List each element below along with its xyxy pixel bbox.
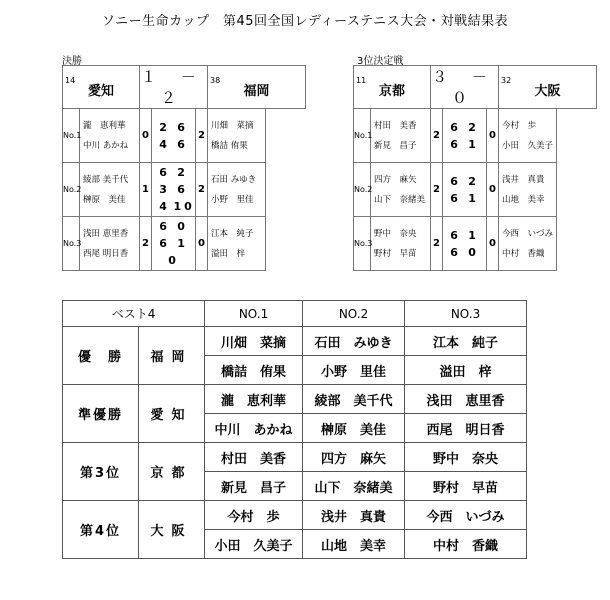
no3-header: NO.3 bbox=[405, 301, 527, 327]
game-score: 6 bbox=[450, 174, 461, 188]
left-pair bbox=[371, 163, 431, 217]
game-score: 6 bbox=[450, 245, 461, 259]
left-pair bbox=[80, 109, 140, 163]
player-name: 小野 里佳 bbox=[211, 194, 254, 205]
player-name: 村田 美香 bbox=[374, 120, 417, 131]
left-pair bbox=[80, 163, 140, 217]
left-games bbox=[156, 218, 174, 252]
third-score: ３ － ０ bbox=[431, 66, 499, 109]
game-score: 6 bbox=[450, 120, 461, 134]
player-name: 橋詰 侑果 bbox=[211, 140, 248, 151]
prefecture: 大阪 bbox=[139, 501, 205, 559]
right-sets-won: 0 bbox=[487, 217, 499, 271]
right-games bbox=[174, 119, 192, 153]
game-scores bbox=[443, 163, 487, 217]
player-name: 山地 美幸 bbox=[303, 530, 405, 559]
right-sets-won: 0 bbox=[196, 217, 208, 271]
player-name: 山地 美幸 bbox=[502, 194, 545, 205]
game-score: 6 bbox=[177, 137, 188, 151]
game-score: 0 bbox=[177, 219, 188, 233]
game-scores bbox=[443, 109, 487, 163]
game-score: 1 bbox=[468, 228, 479, 242]
right-sets-won: 0 bbox=[487, 109, 499, 163]
prefecture: 京都 bbox=[139, 443, 205, 501]
right-games bbox=[465, 227, 483, 261]
pair-number: No.2 bbox=[63, 163, 80, 217]
player-name: 川畑 菜摘 bbox=[205, 327, 303, 356]
player-name: 浅井 真貴 bbox=[502, 174, 545, 185]
player-name: 小田 久美子 bbox=[205, 530, 303, 559]
left-pair bbox=[80, 217, 140, 271]
left-sets-won: 2 bbox=[431, 109, 443, 163]
third-right-team-cell bbox=[499, 66, 597, 109]
third-place-label: 3位決定戦 bbox=[357, 56, 404, 67]
player-name: 榊原 美佳 bbox=[83, 194, 126, 205]
right-pair bbox=[208, 217, 266, 271]
right-pair bbox=[499, 109, 557, 163]
right-pair bbox=[499, 163, 557, 217]
player-name: 橋詰 侑果 bbox=[205, 356, 303, 385]
right-games bbox=[174, 218, 192, 252]
extra-games bbox=[165, 252, 183, 269]
player-name: 西尾 明日香 bbox=[83, 248, 129, 259]
third-left-team-cell bbox=[354, 66, 431, 109]
final-score: １ － ２ bbox=[140, 66, 208, 109]
player-name: 溢田 梓 bbox=[405, 356, 527, 385]
player-name: 川畑 菜摘 bbox=[211, 120, 254, 131]
third-left-seed: 11 bbox=[356, 75, 367, 85]
match-row bbox=[63, 109, 306, 163]
player-name: 小野 里佳 bbox=[303, 356, 405, 385]
right-games bbox=[173, 164, 195, 215]
left-sets-won: 1 bbox=[140, 163, 152, 217]
best4-summary-table bbox=[62, 300, 527, 559]
player-name: 石田 みゆき bbox=[303, 327, 405, 356]
player-name: 今西 いづみ bbox=[405, 501, 527, 530]
player-name: 浅井 真貴 bbox=[303, 501, 405, 530]
player-name: 今村 歩 bbox=[502, 120, 537, 131]
left-sets-won: 2 bbox=[431, 163, 443, 217]
match-row bbox=[354, 217, 597, 271]
match-row bbox=[354, 109, 597, 163]
player-name: 村田 美香 bbox=[205, 443, 303, 472]
right-games bbox=[465, 173, 483, 207]
final-right-team: 福岡 bbox=[243, 83, 270, 99]
no2-header: NO.2 bbox=[303, 301, 405, 327]
left-games bbox=[156, 164, 174, 215]
rank-label: 優 勝 bbox=[63, 327, 139, 385]
left-games bbox=[447, 173, 465, 207]
player-name: 中川 あかね bbox=[205, 414, 303, 443]
right-pair bbox=[208, 163, 266, 217]
final-match-table bbox=[62, 65, 306, 271]
player-name: 江本 純子 bbox=[405, 327, 527, 356]
player-name: 小田 久美子 bbox=[502, 140, 554, 151]
right-games bbox=[465, 119, 483, 153]
player-name: 野中 奈央 bbox=[374, 228, 417, 239]
match-row bbox=[354, 163, 597, 217]
left-sets-won: 2 bbox=[431, 217, 443, 271]
player-name: 四方 麻矢 bbox=[303, 443, 405, 472]
player-name: 溢田 梓 bbox=[211, 248, 246, 259]
player-name: 野村 早苗 bbox=[374, 248, 417, 259]
player-name: 野村 早苗 bbox=[405, 472, 527, 501]
summary-row bbox=[63, 443, 527, 472]
player-name: 浅田 恵里香 bbox=[83, 228, 129, 239]
right-pair bbox=[208, 109, 266, 163]
rank-label: 第4位 bbox=[63, 501, 139, 559]
player-name: 西尾 明日香 bbox=[405, 414, 527, 443]
right-pair bbox=[499, 217, 557, 271]
game-score: 2 bbox=[468, 174, 479, 188]
game-score: 3 bbox=[159, 183, 170, 196]
player-name: 野中 奈央 bbox=[405, 443, 527, 472]
third-right-team: 大阪 bbox=[534, 83, 561, 99]
left-pair bbox=[371, 109, 431, 163]
pair-number: No.3 bbox=[354, 217, 371, 271]
game-scores bbox=[152, 109, 196, 163]
best4-header: ベスト4 bbox=[63, 301, 205, 327]
player-name: 石田 みゆき bbox=[211, 174, 257, 185]
game-scores bbox=[152, 217, 196, 271]
summary-row bbox=[63, 385, 527, 414]
game-score: 10 bbox=[173, 200, 195, 213]
left-games bbox=[156, 119, 174, 153]
left-sets-won: 0 bbox=[140, 109, 152, 163]
no1-header: NO.1 bbox=[205, 301, 303, 327]
match-row bbox=[63, 217, 306, 271]
pair-number: No.3 bbox=[63, 217, 80, 271]
third-right-seed: 32 bbox=[501, 75, 512, 85]
game-score: 0 bbox=[468, 245, 479, 259]
final-label: 決勝 bbox=[62, 56, 82, 67]
game-score: 2 bbox=[177, 166, 188, 179]
match-row bbox=[63, 163, 306, 217]
player-name: 今村 歩 bbox=[205, 501, 303, 530]
prefecture: 福岡 bbox=[139, 327, 205, 385]
game-scores bbox=[443, 217, 487, 271]
pair-number: No.1 bbox=[63, 109, 80, 163]
player-name: 新見 昌子 bbox=[205, 472, 303, 501]
rank-label: 準優勝 bbox=[63, 385, 139, 443]
left-games bbox=[447, 119, 465, 153]
right-sets-won: 2 bbox=[196, 163, 208, 217]
player-name: 中村 香織 bbox=[502, 248, 545, 259]
game-score: 1 bbox=[468, 191, 479, 205]
player-name: 江本 純子 bbox=[211, 228, 254, 239]
player-name: 綾部 美千代 bbox=[83, 174, 129, 185]
game-score: 2 bbox=[468, 120, 479, 134]
game-score: 4 bbox=[159, 137, 170, 151]
game-score: 4 bbox=[159, 200, 170, 213]
player-name: 榊原 美佳 bbox=[303, 414, 405, 443]
third-place-match-table bbox=[353, 65, 597, 271]
player-name: 四方 麻矢 bbox=[374, 174, 417, 185]
player-name: 中村 香織 bbox=[405, 530, 527, 559]
prefecture: 愛知 bbox=[139, 385, 205, 443]
left-pair bbox=[371, 217, 431, 271]
game-score: 6 bbox=[159, 166, 170, 179]
final-right-team-cell bbox=[208, 66, 306, 109]
pair-number: No.2 bbox=[354, 163, 371, 217]
game-score: 1 bbox=[177, 236, 188, 250]
game-score: 1 bbox=[468, 137, 479, 151]
player-name: 綾部 美千代 bbox=[303, 385, 405, 414]
player-name: 今西 いづみ bbox=[502, 228, 554, 239]
game-score: 6 bbox=[450, 228, 461, 242]
game-score: 6 bbox=[159, 219, 170, 233]
right-sets-won: 0 bbox=[487, 163, 499, 217]
game-score: 6 bbox=[450, 137, 461, 151]
right-sets-won: 2 bbox=[196, 109, 208, 163]
player-name: 中川 あかね bbox=[83, 140, 129, 151]
rank-label: 第3位 bbox=[63, 443, 139, 501]
game-score: 6 bbox=[177, 183, 188, 196]
final-left-team-cell bbox=[63, 66, 140, 109]
player-name: 浅田 恵里香 bbox=[405, 385, 527, 414]
third-left-team: 京都 bbox=[379, 83, 406, 99]
left-games bbox=[447, 227, 465, 261]
summary-row bbox=[63, 501, 527, 530]
player-name: 山下 奈緒美 bbox=[374, 194, 426, 205]
player-name: 瀧 恵利華 bbox=[83, 120, 126, 131]
player-name: 新見 昌子 bbox=[374, 140, 417, 151]
summary-row bbox=[63, 327, 527, 356]
game-score: 6 bbox=[177, 120, 188, 134]
pair-number: No.1 bbox=[354, 109, 371, 163]
final-left-team: 愛知 bbox=[88, 83, 115, 99]
game-score: 2 bbox=[159, 120, 170, 134]
game-score: 6 bbox=[159, 236, 170, 250]
left-sets-won: 2 bbox=[140, 217, 152, 271]
game-score: 6 bbox=[450, 191, 461, 205]
game-scores bbox=[152, 163, 196, 217]
final-left-seed: 14 bbox=[65, 75, 76, 85]
page-title: ソニー生命カップ 第45回全国レディーステニス大会・対戦結果表 bbox=[101, 14, 509, 29]
game-score: 0 bbox=[168, 254, 179, 268]
player-name: 山下 奈緒美 bbox=[303, 472, 405, 501]
player-name: 瀧 恵利華 bbox=[205, 385, 303, 414]
final-right-seed: 38 bbox=[210, 75, 221, 85]
